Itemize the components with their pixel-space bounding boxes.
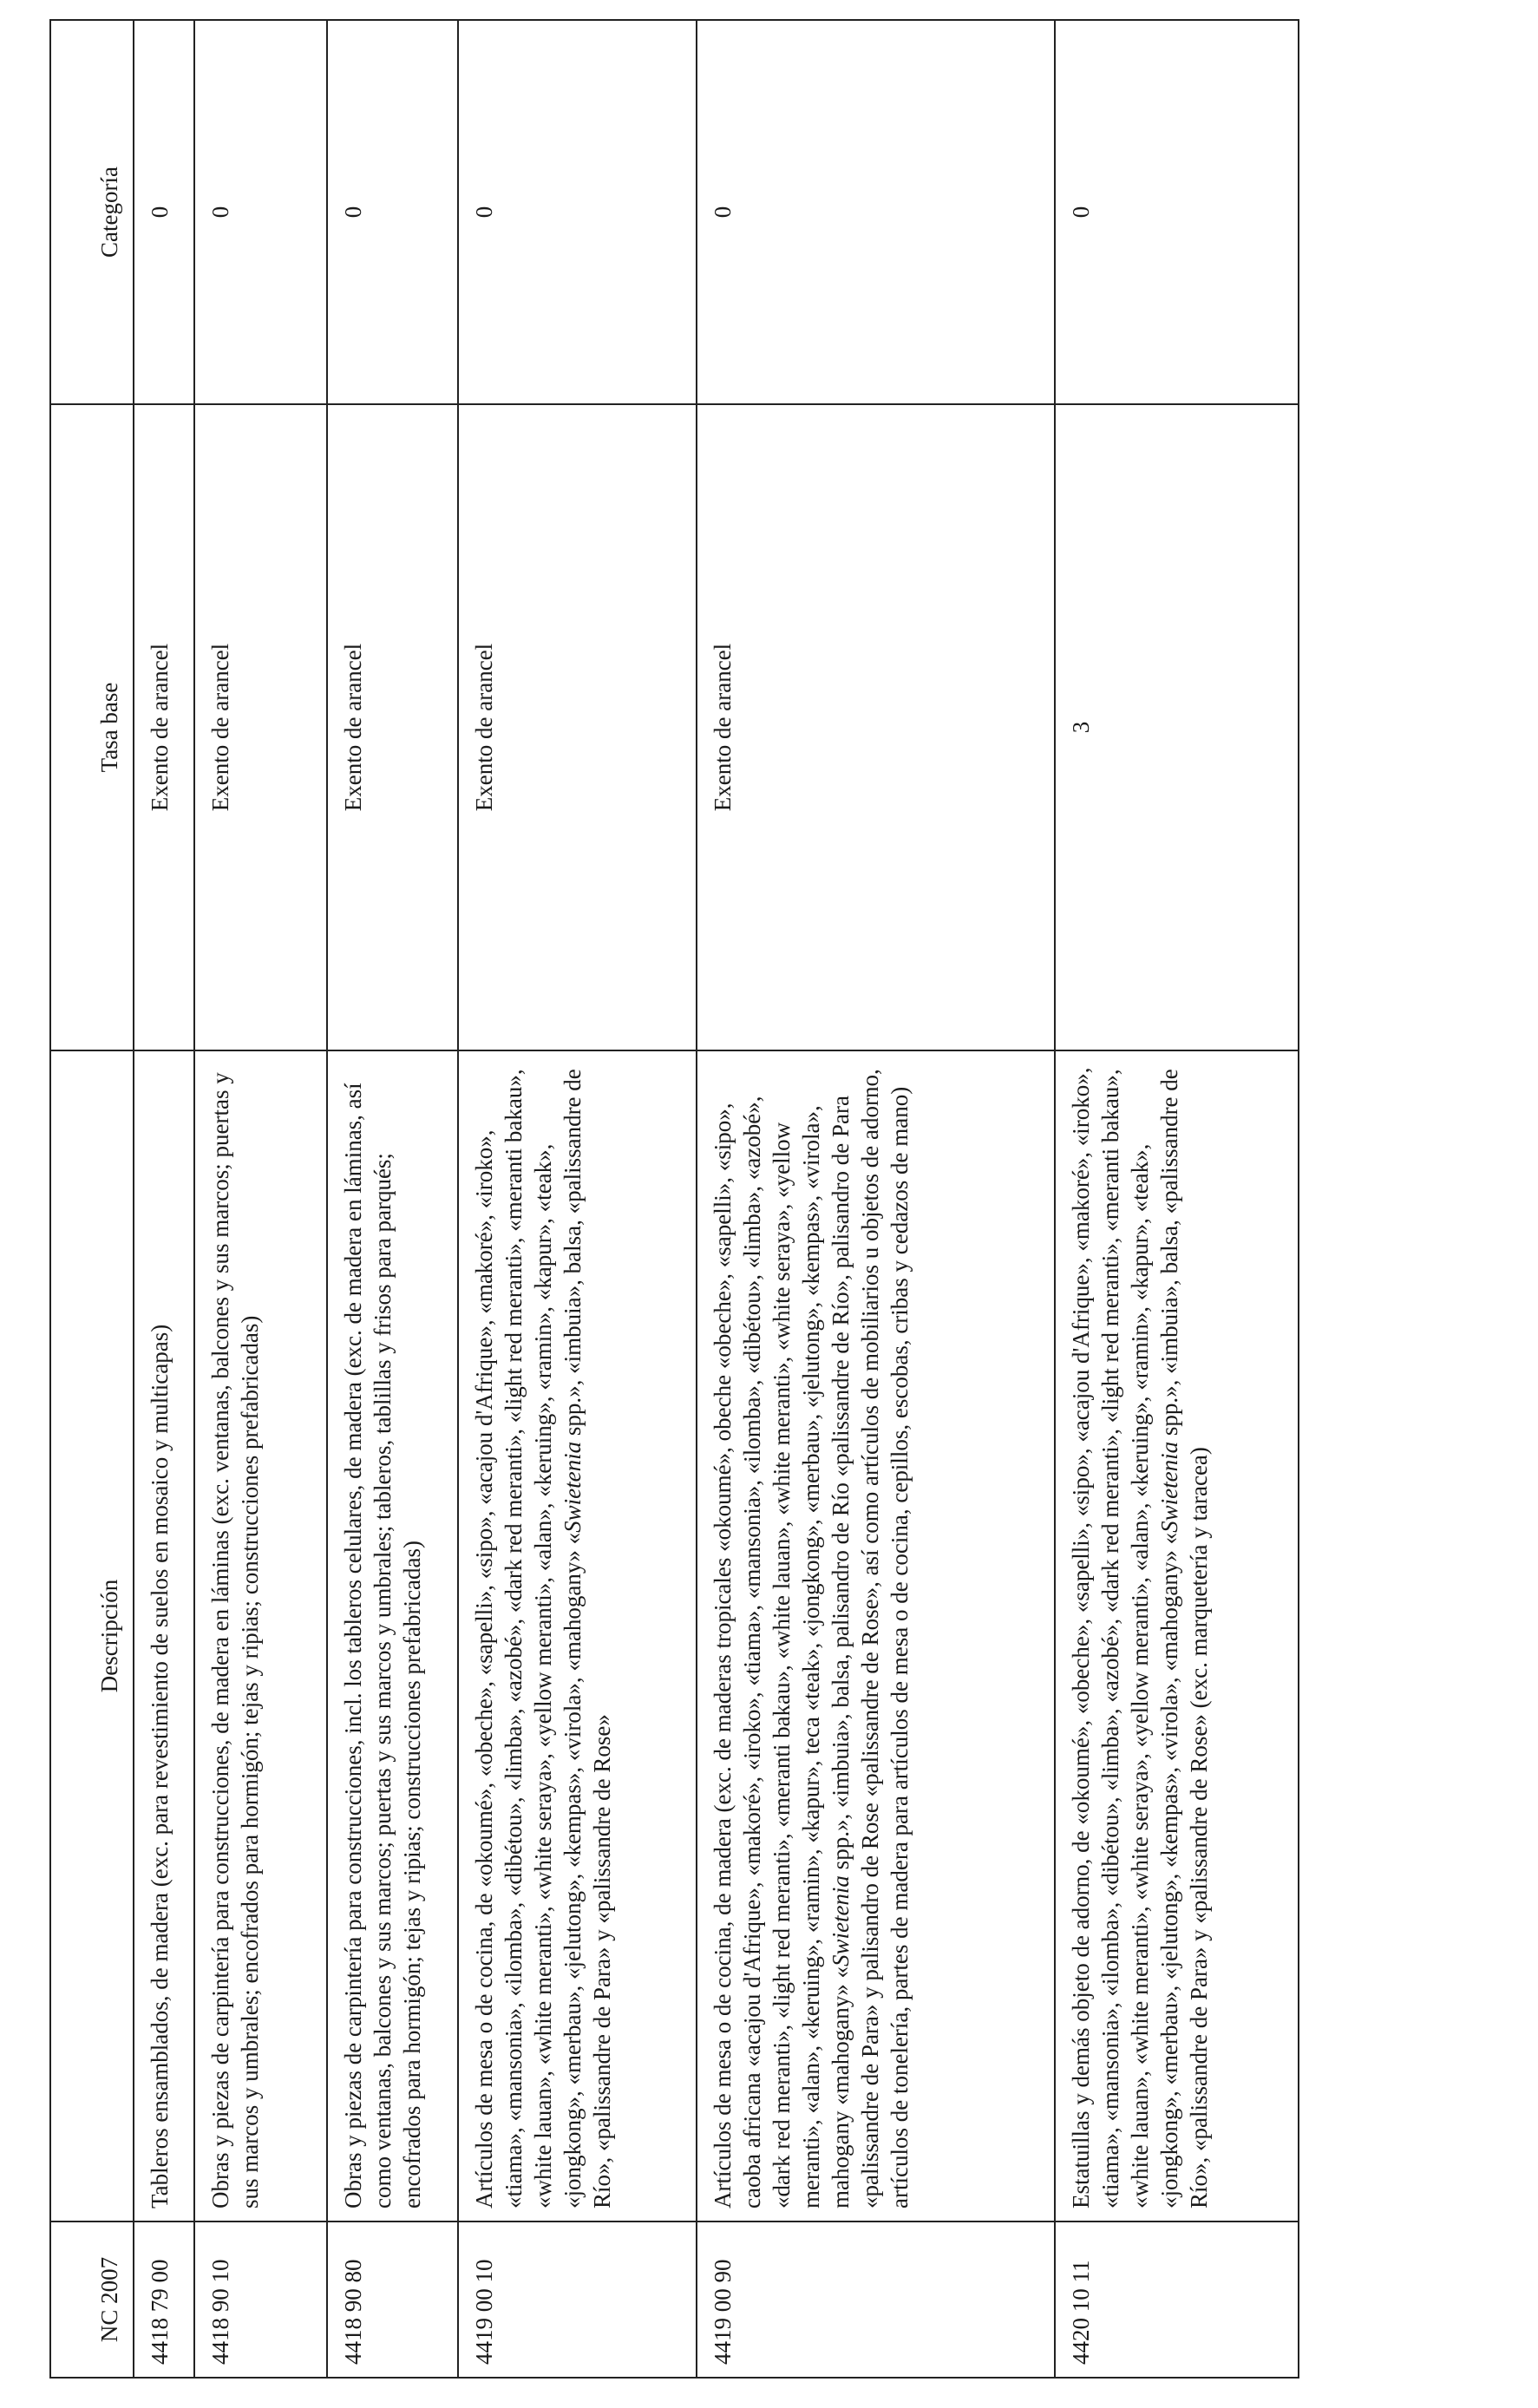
row-base-rate: Exento de arancel <box>697 404 1055 1050</box>
row-code: 4419 00 90 <box>697 2222 1055 2378</box>
description-italic-genus: Swietenia <box>828 1875 854 1967</box>
row-code: 4419 00 10 <box>458 2222 697 2378</box>
row-base-rate: Exento de arancel <box>194 404 327 1050</box>
rotated-table-wrapper <box>49 21 1277 2379</box>
header-code: NC 2007 <box>50 2222 134 2378</box>
description-text: Estatuillas y demás objeto de adorno, de «okoumé», «obeche», «sapelli», «sipo», «acajou d'Afrique», «makoré», «iroko», «tiama», «mansonia», «ilomba», «dibétou», «limba», «azobé», «dark red meranti», «light red meranti», «meranti bakau», «white lauan», «white meranti», «white seraya», «yellow meranti», «alan», «keruing», «ramin», «kapur», «teak», «jongkong», «merbau», «jelutong», «kempas», «virola», «mahogany» « <box>1068 1067 1182 2208</box>
description-text: spp.», «imbuia», balsa, «palissandre de Río», «palissandre de Para» y «palissandre de Rose» <box>560 1069 615 2208</box>
row-base-rate: Exento de arancel <box>134 404 194 1050</box>
description-italic-genus: Swietenia <box>1156 1441 1182 1533</box>
header-category: Categoría <box>50 20 134 404</box>
row-category: 0 <box>194 20 327 404</box>
table-row <box>458 20 697 2378</box>
row-category: 0 <box>327 20 458 404</box>
tariff-table <box>49 19 1299 2379</box>
description-text: Artículos de mesa o de cocina, de madera (exc. de maderas tropicales «okoumé», obeche «obeche», «sapelli», «sipo», caoba africana «acajou d'Afrique», «makoré», «iroko», «tiama», «mansonia», «ilomba», «dibétou», «limba», «azobé», «dark red meranti», «light red meranti», «meranti bakau», «white lauan», «white meranti», «white seraya», «yellow meranti», «alan», «keruing», «ramin», «kapur», teca «teak», «jongkong», «merbau», «jelutong», «kempas», «virola», mahogany «mahogany» « <box>710 1096 854 2208</box>
row-category: 0 <box>134 20 194 404</box>
row-category: 0 <box>1055 20 1299 404</box>
description-text: spp.», «imbuia», balsa, «palissandre de Río», «palissandre de Para» y «palissandre de Rose» (exc. marquetería y taracea) <box>1156 1069 1212 2208</box>
description-text: Artículos de mesa o de cocina, de «okoumé», «obeche», «sapelli», «sipo», «acajou d'Afrique», «makoré», «iroko», «tiama», «mansonia», «ilomba», «dibétou», «limba», «azobé», «dark red meranti», «light red meranti», «meranti bakau», «white lauan», «white meranti», «white seraya», «yellow meranti», «alan», «keruing», «ramin», «kapur», «teak», «jongkong», «merbau», «jelutong», «kempas», «virola», «mahogany» « <box>471 1069 586 2208</box>
description-text: spp.», «imbuia», balsa, palisandro de Río «palissandre de Río», palisandro de Para «palissandre de Para» y palisandro de Rose «palissandre de Rose», así como artículos de mobiliarios u objetos de adorno, artículos de tonelería, partes de madera para artículos de mesa o de cocina, cepillos, escobas, cribas y cedazos de mano) <box>828 1069 913 2208</box>
row-description <box>697 1050 1055 2222</box>
row-description: Obras y piezas de carpintería para construcciones, incl. los tableros celulares, de madera (exc. de madera en láminas, así como ventanas, balcones y sus marcos; puertas y sus marcos y umbrales; tableros, tablillas y frisos para parqués; encofrados para hormigón; tejas y ripias; construcciones prefabricadas) <box>327 1050 458 2222</box>
row-category: 0 <box>697 20 1055 404</box>
table-row <box>697 20 1055 2378</box>
row-description: Obras y piezas de carpintería para construcciones, de madera en láminas (exc. ventanas, balcones y sus marcos; puertas y sus marcos y umbrales; encofrados para hormigón; tejas y ripias; construcciones prefabricadas) <box>194 1050 327 2222</box>
row-base-rate: Exento de arancel <box>458 404 697 1050</box>
row-description <box>458 1050 697 2222</box>
row-code: 4418 79 00 <box>134 2222 194 2378</box>
table-header-row <box>50 20 134 2378</box>
row-category: 0 <box>458 20 697 404</box>
table-row <box>134 20 194 2378</box>
table-row <box>194 20 327 2378</box>
row-code: 4418 90 80 <box>327 2222 458 2378</box>
header-base-rate: Tasa base <box>50 404 134 1050</box>
row-description <box>1055 1050 1299 2222</box>
table-row <box>1055 20 1299 2378</box>
header-description: Descripción <box>50 1050 134 2222</box>
row-code: 4420 10 11 <box>1055 2222 1299 2378</box>
row-code: 4418 90 10 <box>194 2222 327 2378</box>
table-row <box>327 20 458 2378</box>
row-base-rate: Exento de arancel <box>327 404 458 1050</box>
row-description: Tableros ensamblados, de madera (exc. para revestimiento de suelos en mosaico y multicapas) <box>134 1050 194 2222</box>
description-italic-genus: Swietenia <box>560 1441 586 1533</box>
row-base-rate: 3 <box>1055 404 1299 1050</box>
